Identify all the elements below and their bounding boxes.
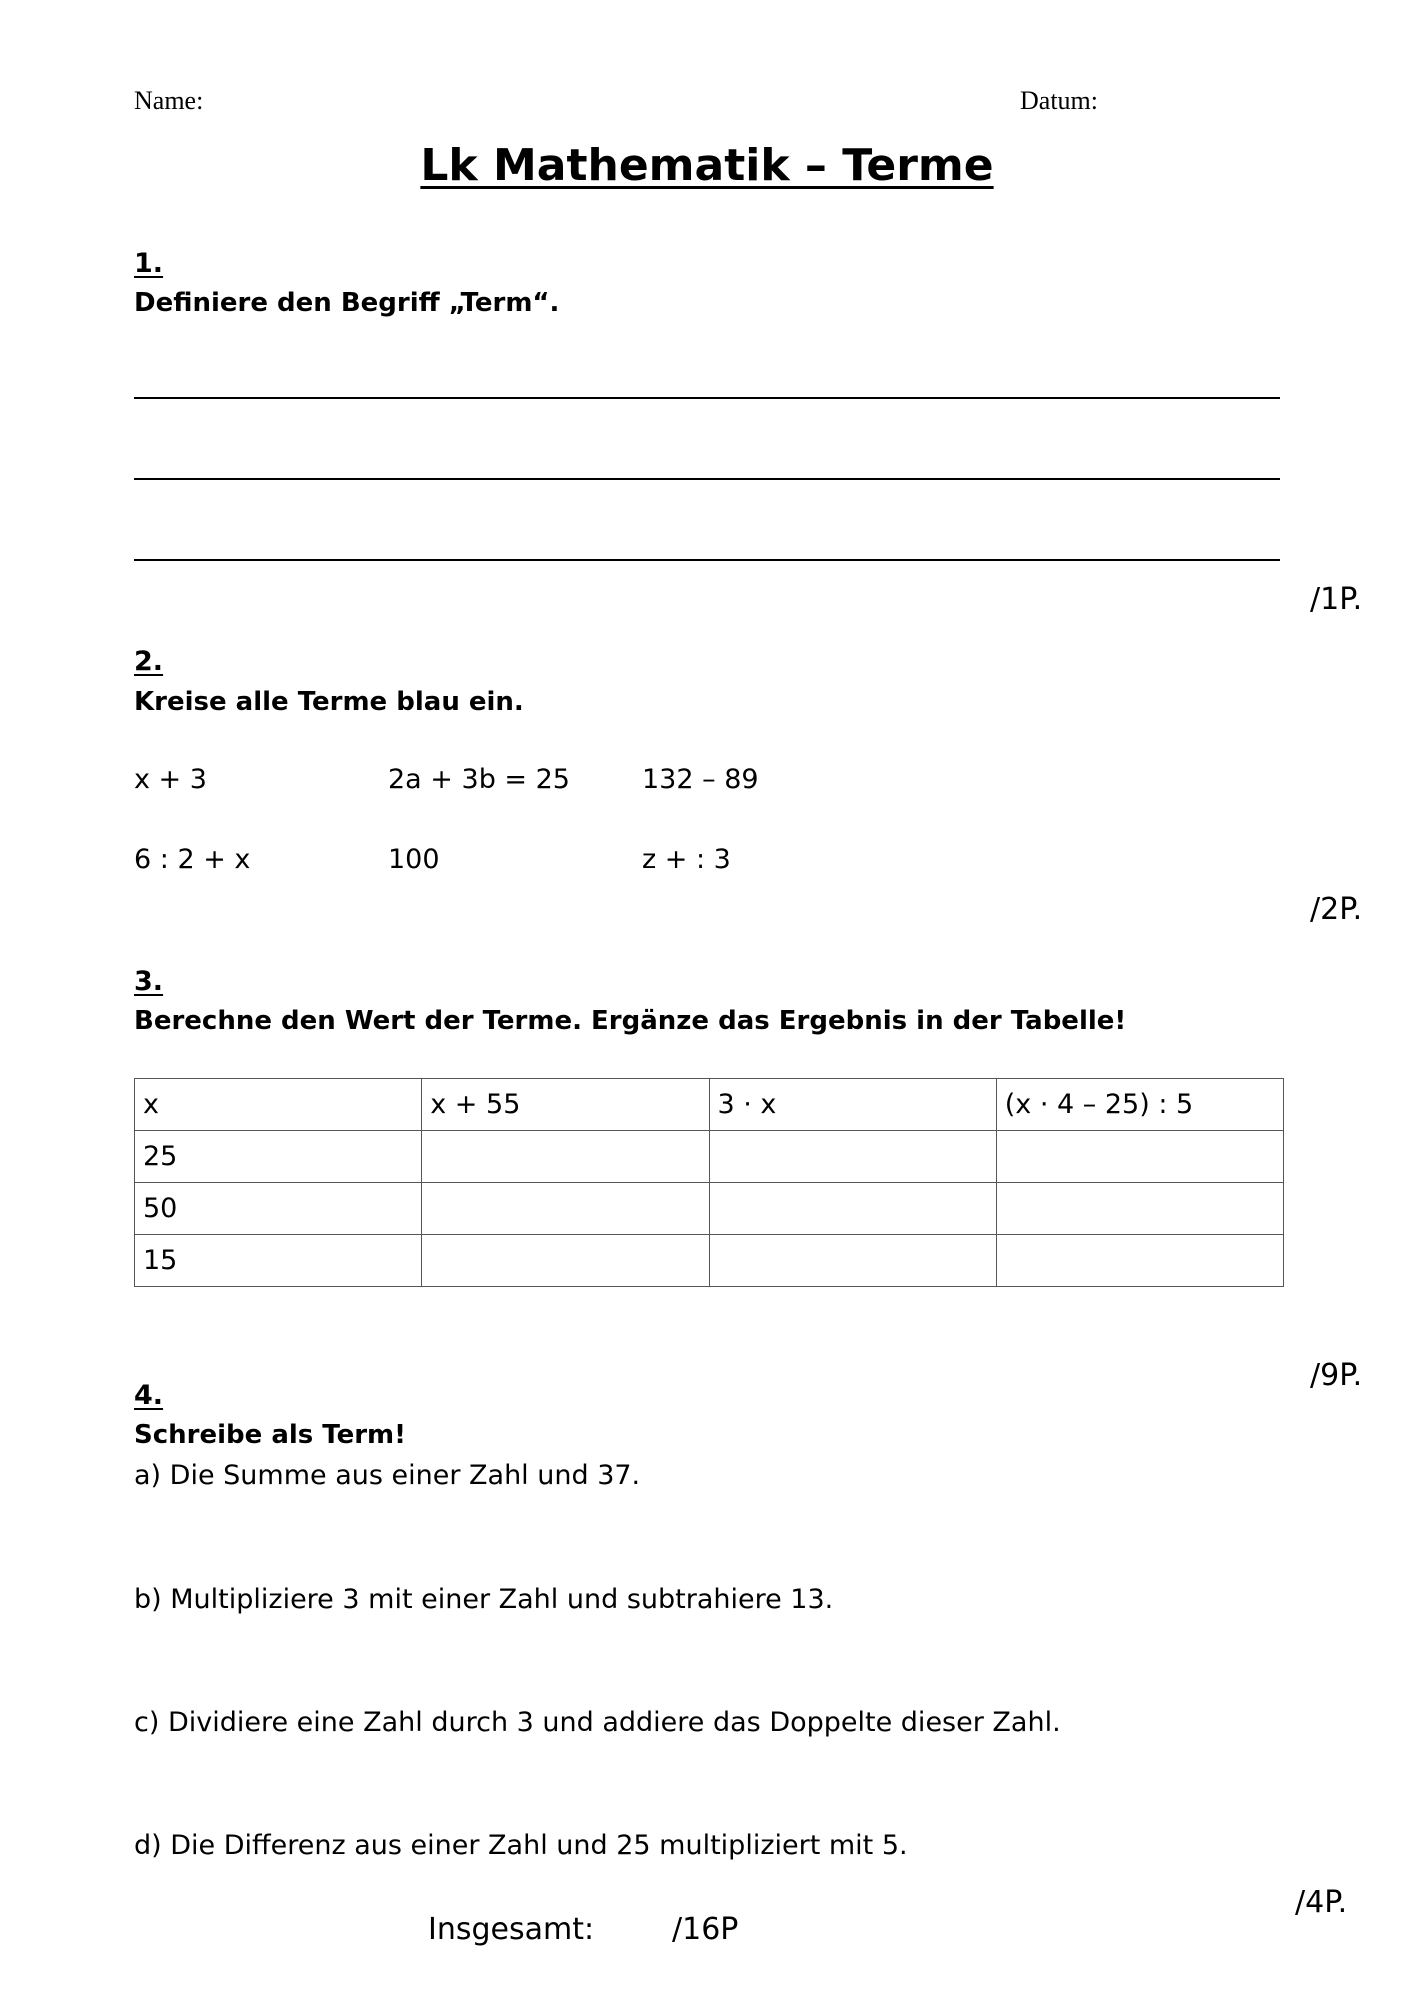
task3-points: /9P. [1310,1358,1363,1393]
total-points: /16P [672,1912,739,1947]
value-table [134,1078,1284,1287]
name-label: Name: [134,86,204,115]
term-option[interactable]: 100 [388,844,440,875]
task3-number: 3. [134,966,164,997]
table-row [135,1131,1284,1183]
page-title-text: Lk Mathematik – Terme [420,140,994,191]
task2-instruction: Kreise alle Terme blau ein. [134,687,524,717]
answer-cell[interactable] [709,1235,996,1287]
answer-cell[interactable] [996,1235,1283,1287]
answer-cell[interactable] [709,1131,996,1183]
task4-instruction: Schreibe als Term! [134,1420,406,1450]
term-option[interactable]: 2a + 3b = 25 [388,764,570,795]
task2-number: 2. [134,646,164,677]
term-option[interactable]: 132 – 89 [642,764,759,795]
task4-item-b: b) Multipliziere 3 mit einer Zahl und subtrahiere 13. [134,1584,834,1615]
answer-cell[interactable] [996,1183,1283,1235]
term-option[interactable]: x + 3 [134,764,207,795]
x-value-cell: 25 [135,1131,422,1183]
task1-number: 1. [134,248,164,279]
answer-cell[interactable] [996,1131,1283,1183]
term-option[interactable]: z + : 3 [642,844,731,875]
table-row [135,1235,1284,1287]
task3-instruction: Berechne den Wert der Terme. Ergänze das Ergebnis in der Tabelle! [134,1006,1127,1036]
answer-line-2[interactable] [134,478,1280,480]
x-value-cell: 15 [135,1235,422,1287]
term-option[interactable]: 6 : 2 + x [134,844,251,875]
answer-line-3[interactable] [134,559,1280,561]
task4-number: 4. [134,1380,164,1411]
answer-cell[interactable] [422,1183,709,1235]
page-title [0,140,1414,191]
answer-cell[interactable] [422,1235,709,1287]
task2-points: /2P. [1310,892,1363,927]
table-header-cell: (x · 4 – 25) : 5 [996,1079,1283,1131]
x-value-cell: 50 [135,1183,422,1235]
total-label: Insgesamt: [428,1912,595,1947]
task4-points: /4P. [1295,1885,1348,1920]
task4-item-c: c) Dividiere eine Zahl durch 3 und addiere das Doppelte dieser Zahl. [134,1707,1061,1738]
task1-instruction: Definiere den Begriff „Term“. [134,288,560,318]
task1-points: /1P. [1310,582,1363,617]
date-label: Datum: [1020,86,1098,115]
answer-cell[interactable] [709,1183,996,1235]
table-row [135,1183,1284,1235]
table-header-cell: x + 55 [422,1079,709,1131]
answer-line-1[interactable] [134,397,1280,399]
task4-item-a: a) Die Summe aus einer Zahl und 37. [134,1460,641,1491]
answer-cell[interactable] [422,1131,709,1183]
table-header-row [135,1079,1284,1131]
table-header-cell: x [135,1079,422,1131]
table-header-cell: 3 · x [709,1079,996,1131]
task4-item-d: d) Die Differenz aus einer Zahl und 25 multipliziert mit 5. [134,1830,908,1861]
